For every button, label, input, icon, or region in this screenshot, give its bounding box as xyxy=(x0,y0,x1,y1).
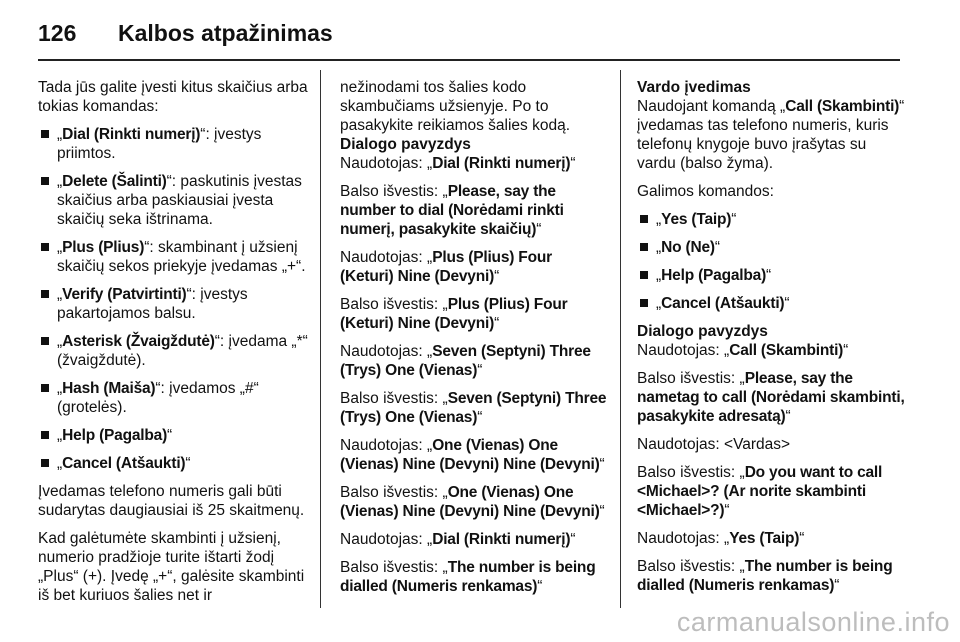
command-term: Dial (Rinkti numerį) xyxy=(62,126,201,143)
close-quote: “ xyxy=(494,268,500,285)
open-quote: „ xyxy=(57,173,63,190)
close-quote: “ xyxy=(570,155,576,172)
call-intro-paragraph xyxy=(637,97,905,173)
dialog-line xyxy=(637,529,905,548)
utterance: The number is being dialled (Numeris renkamas) xyxy=(340,559,596,595)
command-term: Hash (Maiša) xyxy=(62,380,156,397)
command-item xyxy=(637,238,905,257)
speaker: Balso išvestis: xyxy=(340,296,443,313)
open-quote: „ xyxy=(656,239,662,256)
close-quote: “ xyxy=(570,531,576,548)
dialog-line xyxy=(637,341,905,360)
open-quote: „ xyxy=(427,155,433,172)
open-quote: „ xyxy=(656,267,662,284)
plus-paragraph: Kad galėtumėte skambinti į užsienį, numerio pradžioje turite ištarti žodį „Plus“ (+). Įvedę „+“, galėsite skambinti iš bet kuriuos šalies net ir xyxy=(38,530,305,604)
intro-before: Naudojant komandą „ xyxy=(637,98,786,115)
command-desc: “: įvedamos „#“ (grotelės). xyxy=(57,380,259,416)
dialog-example xyxy=(637,341,905,595)
utterance: <Vardas> xyxy=(724,436,791,453)
dialog-line xyxy=(637,369,905,426)
possible-commands-label: Galimos komandos: xyxy=(637,183,774,200)
command-term: Help (Pagalba) xyxy=(661,267,767,284)
command-term: Plus (Plius) xyxy=(62,239,145,256)
dialog-line xyxy=(340,154,608,173)
open-quote: „ xyxy=(57,126,63,143)
intro-term: Call (Skambinti) xyxy=(785,98,900,115)
close-quote: “ xyxy=(714,239,721,256)
open-quote: „ xyxy=(57,455,63,472)
intro-after: “ įvedamas tas telefono numeris, kuris telefonų knygoje buvo įrašytas su vardu (balso žyma). xyxy=(637,98,905,172)
close-quote: “ xyxy=(599,456,605,473)
utterance: Seven (Septyni) Three (Trys) One (Vienas) xyxy=(340,343,591,379)
dialog-line xyxy=(340,182,608,239)
close-quote: “ xyxy=(766,267,772,284)
speaker: Balso išvestis: xyxy=(340,390,443,407)
open-quote: „ xyxy=(739,464,745,481)
command-item xyxy=(38,379,308,417)
open-quote: „ xyxy=(57,380,63,397)
close-quote: “ xyxy=(477,409,483,426)
close-quote: “ xyxy=(834,577,840,594)
open-quote: „ xyxy=(427,249,433,266)
utterance: Do you want to call <Michael>? (Ar norite skambinti <Michael>?) xyxy=(637,464,883,519)
close-quote: “ xyxy=(785,408,791,425)
speaker: Balso išvestis: xyxy=(637,558,740,575)
open-quote: „ xyxy=(427,531,433,548)
open-quote: „ xyxy=(724,530,730,547)
dialog-heading: Dialogo pavyzdys xyxy=(340,136,471,153)
command-item xyxy=(637,294,905,313)
section-heading: Vardo įvedimas xyxy=(637,79,751,96)
continuation-paragraph: nežinodami tos šalies kodo skambučiams užsienyje. Po to pasakykite reikiamos šalies kodą. xyxy=(340,79,571,134)
utterance: Dial (Rinkti numerį) xyxy=(432,155,571,172)
command-term: Delete (Šalinti) xyxy=(62,173,167,190)
open-quote: „ xyxy=(442,296,448,313)
page-number: 126 xyxy=(38,20,77,46)
speaker: Naudotojas: xyxy=(340,155,428,172)
command-item xyxy=(637,266,905,285)
command-desc: “: skambinant į užsienį skaičių sekos priekyje įvedamas „+“. xyxy=(57,239,306,275)
command-desc: “: įvestys pakartojamos balsu. xyxy=(57,286,248,322)
command-item xyxy=(38,238,308,276)
open-quote: „ xyxy=(656,211,662,228)
utterance: Call (Skambinti) xyxy=(729,342,844,359)
utterance: Plus (Plius) Four (Keturi) Nine (Devyni) xyxy=(340,296,568,332)
command-term: Help (Pagalba) xyxy=(62,427,168,444)
command-desc: “: įvedama „*“ (žvaigždutė). xyxy=(57,333,308,369)
open-quote: „ xyxy=(442,484,448,501)
command-list xyxy=(38,125,308,473)
speaker: Naudotojas: xyxy=(340,343,428,360)
close-quote: “ xyxy=(724,502,730,519)
command-item xyxy=(38,332,308,370)
close-quote: “ xyxy=(843,342,849,359)
speaker: Naudotojas: xyxy=(340,249,428,266)
page-header xyxy=(38,20,333,46)
utterance: Plus (Plius) Four (Keturi) Nine (Devyni) xyxy=(340,249,552,285)
close-quote: “ xyxy=(494,315,500,332)
open-quote: „ xyxy=(427,437,433,454)
open-quote: „ xyxy=(57,286,63,303)
command-term: Asterisk (Žvaigždutė) xyxy=(62,333,215,350)
open-quote: „ xyxy=(442,390,448,407)
dialog-line xyxy=(637,435,905,454)
close-quote: “ xyxy=(537,578,543,595)
column-2 xyxy=(340,78,608,605)
intro-paragraph: Tada jūs galite įvesti kitus skaičius arba tokias komandas: xyxy=(38,79,308,115)
speaker: Balso išvestis: xyxy=(340,183,443,200)
speaker: Naudotojas: xyxy=(637,436,725,453)
open-quote: „ xyxy=(442,559,448,576)
command-term: Yes (Taip) xyxy=(661,211,732,228)
watermark: carmanualsonline.info xyxy=(676,607,950,637)
page-title: Kalbos atpažinimas xyxy=(118,20,333,46)
open-quote: „ xyxy=(724,342,730,359)
dialog-line xyxy=(637,463,905,520)
possible-command-list xyxy=(637,210,905,313)
close-quote: “ xyxy=(784,295,790,312)
column-divider-2 xyxy=(620,70,621,608)
command-item xyxy=(38,125,308,163)
close-quote: “ xyxy=(799,530,805,547)
column-divider-1 xyxy=(320,70,321,608)
dialog-line xyxy=(340,530,608,549)
open-quote: „ xyxy=(442,183,448,200)
speaker: Naudotojas: xyxy=(340,531,428,548)
utterance: The number is being dialled (Numeris renkamas) xyxy=(637,558,893,594)
speaker: Naudotojas: xyxy=(637,530,725,547)
utterance: Yes (Taip) xyxy=(729,530,800,547)
speaker: Naudotojas: xyxy=(340,437,428,454)
speaker: Balso išvestis: xyxy=(340,484,443,501)
open-quote: „ xyxy=(739,558,745,575)
dialog-line xyxy=(340,436,608,474)
command-desc: “: įvestys priimtos. xyxy=(57,126,262,162)
speaker: Balso išvestis: xyxy=(637,370,740,387)
command-desc: “ xyxy=(185,455,191,472)
command-term: No (Ne) xyxy=(661,239,715,256)
command-item xyxy=(38,172,308,229)
dialog-line xyxy=(340,483,608,521)
dialog-example xyxy=(340,154,608,596)
dialog-line xyxy=(340,389,608,427)
utterance: Seven (Septyni) Three (Trys) One (Vienas) xyxy=(340,390,607,426)
command-item xyxy=(38,285,308,323)
command-term: Verify (Patvirtinti) xyxy=(62,286,187,303)
open-quote: „ xyxy=(57,239,63,256)
close-quote: “ xyxy=(599,503,605,520)
header-rule xyxy=(38,59,900,61)
dialog-line xyxy=(340,558,608,596)
dialog-line xyxy=(340,248,608,286)
close-quote: “ xyxy=(536,221,542,238)
dialog-line xyxy=(340,342,608,380)
open-quote: „ xyxy=(57,333,63,350)
dialog-heading: Dialogo pavyzdys xyxy=(637,323,768,340)
command-item xyxy=(38,426,308,445)
command-desc: “ xyxy=(167,427,173,444)
command-term: Cancel (Atšaukti) xyxy=(62,455,186,472)
utterance: Dial (Rinkti numerį) xyxy=(432,531,571,548)
open-quote: „ xyxy=(656,295,662,312)
command-item xyxy=(38,454,308,473)
column-3 xyxy=(637,78,905,604)
utterance: Please, say the number to dial (Norėdami rinkti numerį, pasakykite skaičių) xyxy=(340,183,564,238)
dialog-line xyxy=(637,557,905,595)
close-quote: “ xyxy=(477,362,483,379)
utterance: Please, say the nametag to call (Norėdami skambinti, pasakykite adresatą) xyxy=(637,370,905,425)
utterance: One (Vienas) One (Vienas) Nine (Devyni) Nine (Devyni) xyxy=(340,437,600,473)
utterance: One (Vienas) One (Vienas) Nine (Devyni) Nine (Devyni) xyxy=(340,484,600,520)
speaker: Naudotojas: xyxy=(637,342,725,359)
command-term: Cancel (Atšaukti) xyxy=(661,295,785,312)
dialog-line xyxy=(340,295,608,333)
command-item xyxy=(637,210,905,229)
speaker: Balso išvestis: xyxy=(637,464,740,481)
speaker: Balso išvestis: xyxy=(340,559,443,576)
digits-paragraph: Įvedamas telefono numeris gali būti sudarytas daugiausiai iš 25 skaitmenų. xyxy=(38,483,305,519)
column-1 xyxy=(38,78,308,614)
close-quote: “ xyxy=(731,211,737,228)
open-quote: „ xyxy=(739,370,745,387)
command-desc: “: paskutinis įvestas skaičius arba paskiausiai įvesta skaičių seka ištrinama. xyxy=(57,173,302,228)
open-quote: „ xyxy=(57,427,63,444)
open-quote: „ xyxy=(427,343,433,360)
